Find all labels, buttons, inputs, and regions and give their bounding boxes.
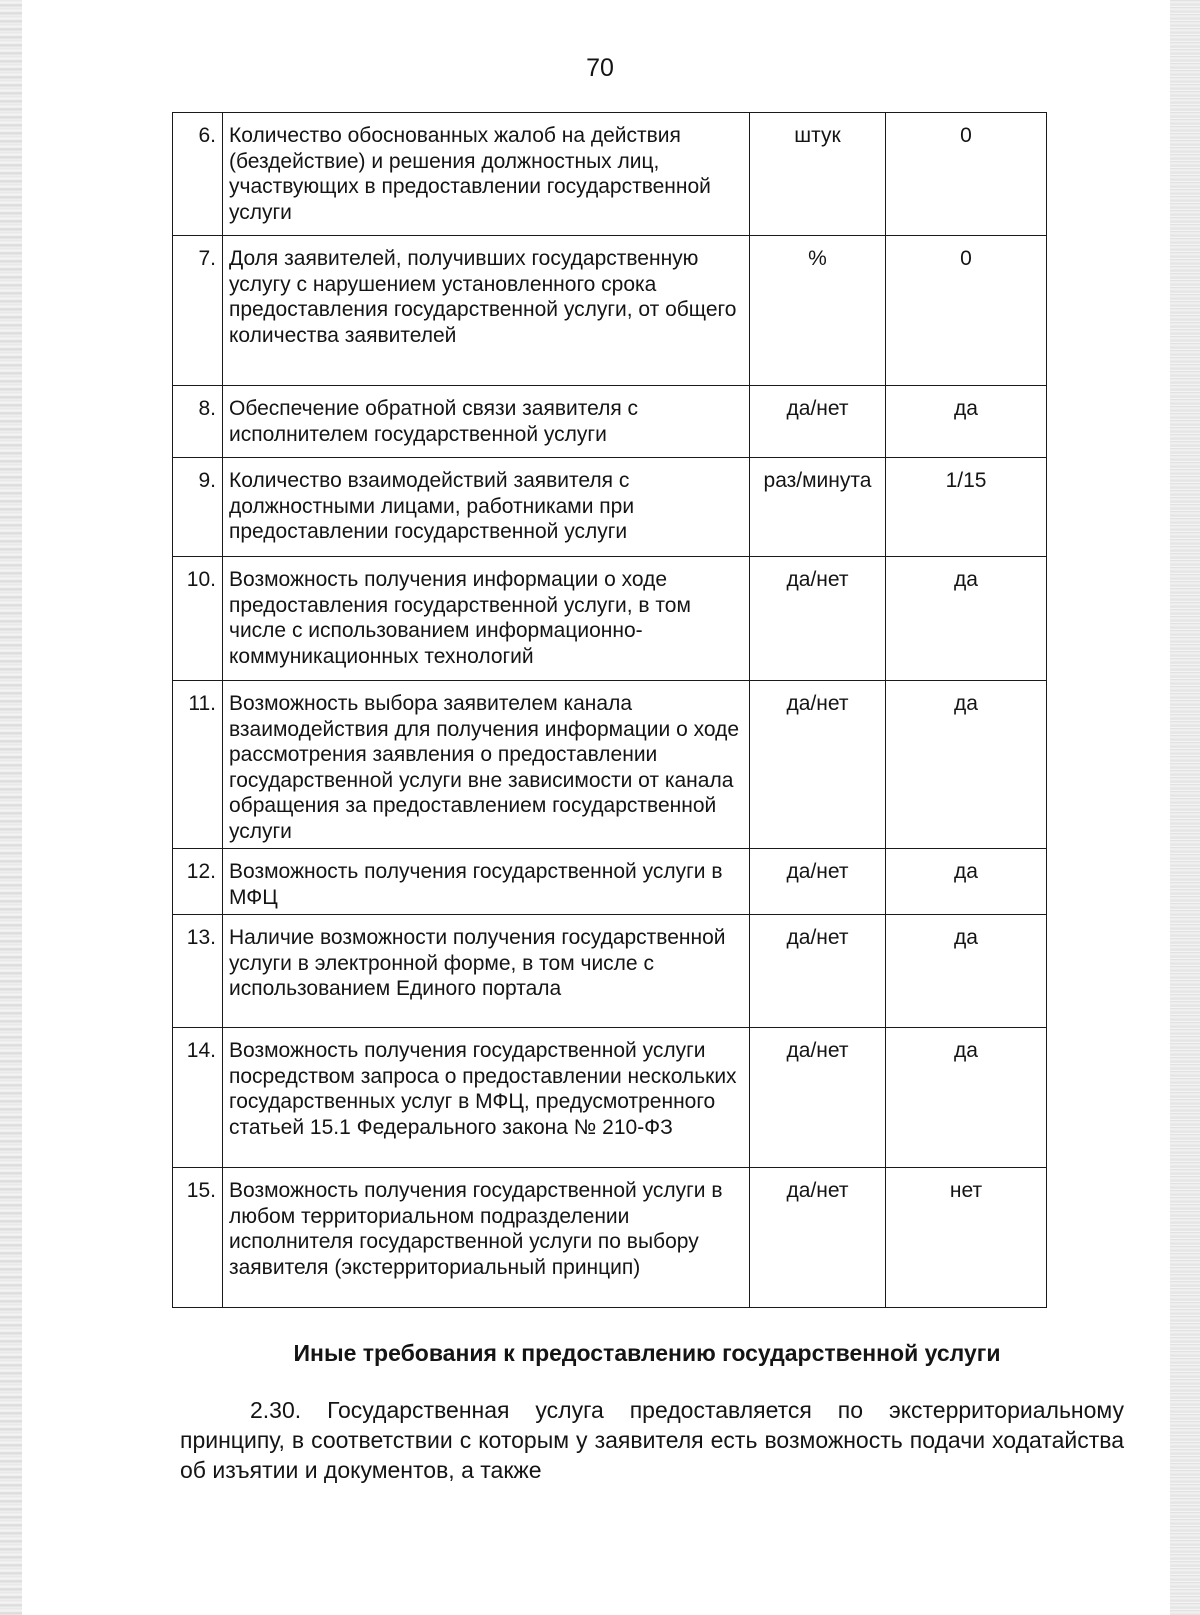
unit-of-measure: да/нет xyxy=(750,1028,886,1168)
indicator-name: Возможность получения государственной услуги в МФЦ xyxy=(223,849,750,915)
indicator-name: Возможность получения государственной услуги посредством запроса о предоставлении нескольких государственных услуг в МФЦ, предусмотренного статьей 15.1 Федерального закона № 210-ФЗ xyxy=(223,1028,750,1168)
indicator-value: да xyxy=(886,915,1047,1028)
indicator-name: Количество взаимодействий заявителя с должностными лицами, работниками при предоставлении государственной услуги xyxy=(223,458,750,557)
row-number: 9. xyxy=(173,458,223,557)
indicator-name: Наличие возможности получения государственной услуги в электронной форме, в том числе с использованием Единого портала xyxy=(223,915,750,1028)
unit-of-measure: да/нет xyxy=(750,1168,886,1308)
row-number: 7. xyxy=(173,236,223,386)
row-number: 12. xyxy=(173,849,223,915)
scan-page-edge-right xyxy=(1170,0,1200,1615)
page-number: 70 xyxy=(586,54,614,82)
body-paragraph: 2.30. Государственная услуга предоставляется по экстерриториальному принципу, в соответствии с которым у заявителя есть возможность подачи ходатайства об изъятии и документов, а также xyxy=(180,1397,1124,1483)
row-number: 14. xyxy=(173,1028,223,1168)
row-number: 8. xyxy=(173,386,223,458)
scan-page-edge-left xyxy=(0,0,22,1615)
table-row xyxy=(173,458,1047,557)
unit-of-measure: раз/минута xyxy=(750,458,886,557)
row-number: 10. xyxy=(173,557,223,681)
indicators-table xyxy=(172,112,1047,1308)
indicator-value: 0 xyxy=(886,113,1047,236)
unit-of-measure: штук xyxy=(750,113,886,236)
section-heading: Иные требования к предоставлению государственной услуги xyxy=(293,1340,1001,1366)
unit-of-measure: да/нет xyxy=(750,915,886,1028)
indicator-value: да xyxy=(886,557,1047,681)
indicator-value: да xyxy=(886,1028,1047,1168)
table-row xyxy=(173,113,1047,236)
unit-of-measure: да/нет xyxy=(750,557,886,681)
unit-of-measure: да/нет xyxy=(750,849,886,915)
indicator-name: Обеспечение обратной связи заявителя с исполнителем государственной услуги xyxy=(223,386,750,458)
row-number: 13. xyxy=(173,915,223,1028)
row-number: 11. xyxy=(173,681,223,849)
table-row xyxy=(173,681,1047,849)
indicator-value: 0 xyxy=(886,236,1047,386)
indicator-name: Возможность выбора заявителем канала взаимодействия для получения информации о ходе рассмотрения заявления о предоставлении государственной услуги вне зависимости от канала обращения за предоставлением государственной услуги xyxy=(223,681,750,849)
indicator-name: Возможность получения информации о ходе предоставления государственной услуги, в том числе с использованием информационно-коммуникационных технологий xyxy=(223,557,750,681)
unit-of-measure: % xyxy=(750,236,886,386)
row-number: 15. xyxy=(173,1168,223,1308)
table-row xyxy=(173,557,1047,681)
indicator-name: Доля заявителей, получивших государственную услугу с нарушением установленного срока предоставления государственной услуги, от общего количества заявителей xyxy=(223,236,750,386)
table-row xyxy=(173,1168,1047,1308)
indicator-name: Возможность получения государственной услуги в любом территориальном подразделении исполнителя государственной услуги по выбору заявителя (экстерриториальный принцип) xyxy=(223,1168,750,1308)
table-row xyxy=(173,1028,1047,1168)
row-number: 6. xyxy=(173,113,223,236)
table-row xyxy=(173,849,1047,915)
unit-of-measure: да/нет xyxy=(750,681,886,849)
table-row xyxy=(173,386,1047,458)
indicator-name: Количество обоснованных жалоб на действия (бездействие) и решения должностных лиц, участвующих в предоставлении государственной услуги xyxy=(223,113,750,236)
indicator-value: да xyxy=(886,849,1047,915)
indicator-value: да xyxy=(886,681,1047,849)
table-row xyxy=(173,915,1047,1028)
indicator-value: нет xyxy=(886,1168,1047,1308)
indicator-value: да xyxy=(886,386,1047,458)
indicator-value: 1/15 xyxy=(886,458,1047,557)
unit-of-measure: да/нет xyxy=(750,386,886,458)
table-row xyxy=(173,236,1047,386)
